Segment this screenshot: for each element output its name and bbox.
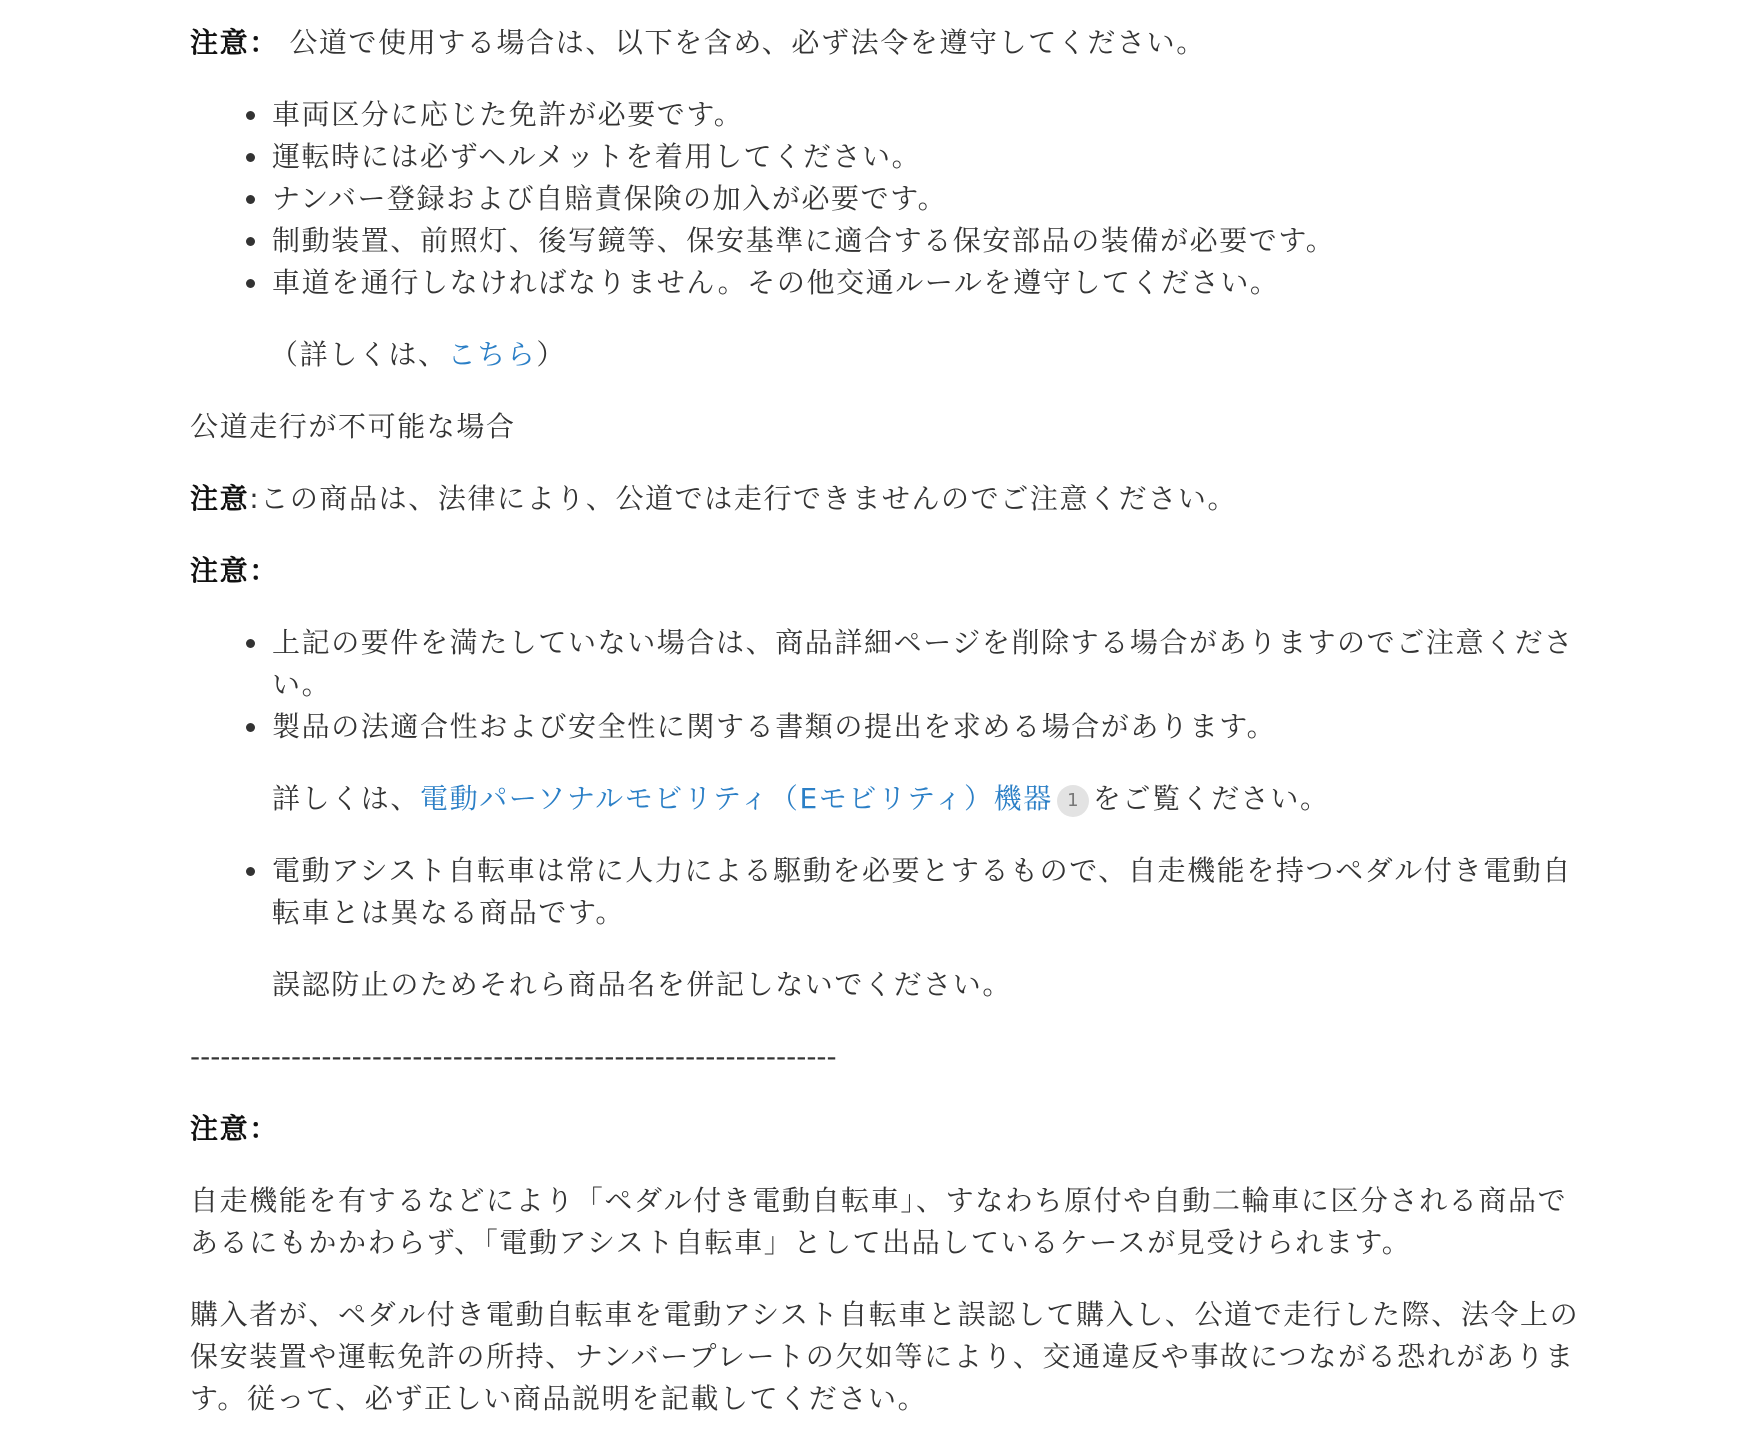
footnote-badge[interactable]: 1 (1057, 785, 1089, 817)
misrepresentation-paragraph: 自走機能を有するなどにより「ペダル付き電動自転車」、すなわち原付や自動二輪車に区分される商品であるにもかかわらず、「電動アシスト自転車」として出品しているケースが見受けられます。 (190, 1184, 1568, 1259)
public-road-notice (190, 22, 1580, 64)
list-item (270, 850, 1580, 1006)
risk-paragraph: 購入者が、ペダル付き電動自転車を電動アシスト自転車と誤認して購入し、公道で走行した際、法令上の保安装置や運転免許の所持、ナンバープレートの欠如等により、交通違反や事故につながる恐れがあります。従って、必ず正しい商品説明を記載してください。 (190, 1298, 1580, 1415)
list-item (270, 706, 1580, 820)
e-mobility-link[interactable]: 電動パーソナルモビリティ（Eモビリティ）機器 (420, 782, 1053, 815)
list-item: • 運転時には必ずヘルメットを着用してください。 (270, 136, 1580, 178)
notice-label: 注意： (190, 26, 279, 59)
section-heading: 公道走行が不可能な場合 (190, 410, 516, 443)
notice-label: 注意 (190, 482, 250, 515)
details-prefix: 詳しくは、 (272, 782, 421, 815)
list-item-text: 製品の法適合性および安全性に関する書類の提出を求める場合があります。 (272, 710, 1277, 743)
notice-text: :この商品は、法律により、公道では走行できませんのでご注意ください。 (249, 482, 1238, 515)
document-body (190, 0, 1580, 1450)
list-item: • 車道を通行しなければなりません。その他交通ルールを遵守してください。 (270, 262, 1580, 304)
list-item: • ナンバー登録および自賠責保険の加入が必要です。 (270, 178, 1580, 220)
details-note (272, 778, 1580, 820)
details-note (270, 334, 1580, 376)
notice-heading (190, 550, 1580, 592)
details-link[interactable]: こちら (447, 338, 537, 371)
notice-text: 公道で使用する場合は、以下を含め、必ず法令を遵守してください。 (278, 26, 1206, 59)
details-suffix: ） (536, 338, 567, 371)
caution-list (190, 622, 1580, 1006)
details-prefix: （詳しくは、 (270, 338, 448, 371)
separator-line: ---------------------------------------------------------------- (190, 1040, 837, 1073)
item-note: 誤認防止のためそれら商品名を併記しないでください。 (272, 968, 1013, 1001)
list-item: • 制動装置、前照灯、後写鏡等、保安基準に適合する保安部品の装備が必要です。 (270, 220, 1580, 262)
list-item-text: 電動アシスト自転車は常に人力による駆動を必要とするもので、自走機能を持つペダル付き電動自転車とは異なる商品です。 (272, 854, 1572, 929)
requirements-list (190, 94, 1580, 304)
notice-label: 注意： (190, 554, 279, 587)
list-item: • 車両区分に応じた免許が必要です。 (270, 94, 1580, 136)
details-suffix: をご覧ください。 (1092, 782, 1330, 815)
list-item: • 上記の要件を満たしていない場合は、商品詳細ページを削除する場合がありますのでご注意ください。 (270, 622, 1580, 706)
road-restriction-notice (190, 478, 1580, 520)
notice-heading (190, 1108, 1580, 1150)
notice-label: 注意： (190, 1112, 279, 1145)
